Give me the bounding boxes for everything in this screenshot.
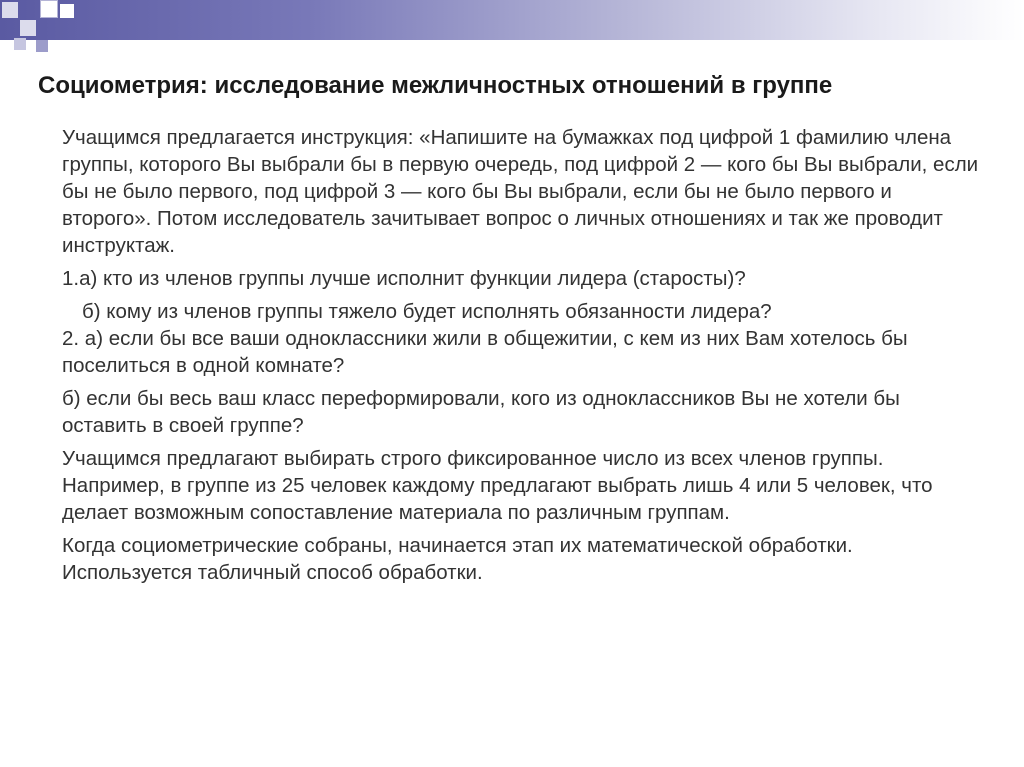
decor-square [40,0,58,18]
slide-body [62,124,982,586]
question-2a: 2. а) если бы все ваши одноклассники жили в общежитии, с кем из них Вам хотелось бы поселиться в одной комнате? [62,327,908,377]
header-gradient-bar [0,0,1024,40]
paragraph-fixed-choice: Учащимся предлагают выбирать строго фиксированное число из всех членов группы. Например, в группе из 25 человек каждому предлагают выбрать лишь 4 или 5 человек, что делает возможным сопоставление материала по различным группам. [62,447,933,524]
decor-square [60,4,74,18]
question-1b: б) кому из членов группы тяжело будет исполнять обязанности лидера? [82,300,772,323]
paragraph-processing: Когда социометрические собраны, начинается этап их математической обработки. Используется табличный способ обработки. [62,534,853,584]
paragraph-instruction: Учащимся предлагается инструкция: «Напишите на бумажках под цифрой 1 фамилию члена группы, которого Вы выбрали бы в первую очередь, под цифрой 2 — кого бы Вы выбрали, если бы не было первого, под цифрой 3 — кого бы Вы выбрали, если бы не было первого и второго». Потом исследователь зачитывает вопрос о личных отношениях и так же проводит инструктаж. [62,126,979,257]
question-1a: 1.а) кто из членов группы лучше исполнит функции лидера (старосты)? [62,267,746,290]
decor-square [36,40,48,52]
decor-square [14,38,26,50]
question-2b: б) если бы весь ваш класс переформировали, кого из одноклассников Вы не хотели бы оставить в своей группе? [62,387,900,437]
decor-square [20,20,36,36]
slide-title: Социометрия: исследование межличностных отношений в группе [38,72,833,99]
decor-square [2,2,18,18]
